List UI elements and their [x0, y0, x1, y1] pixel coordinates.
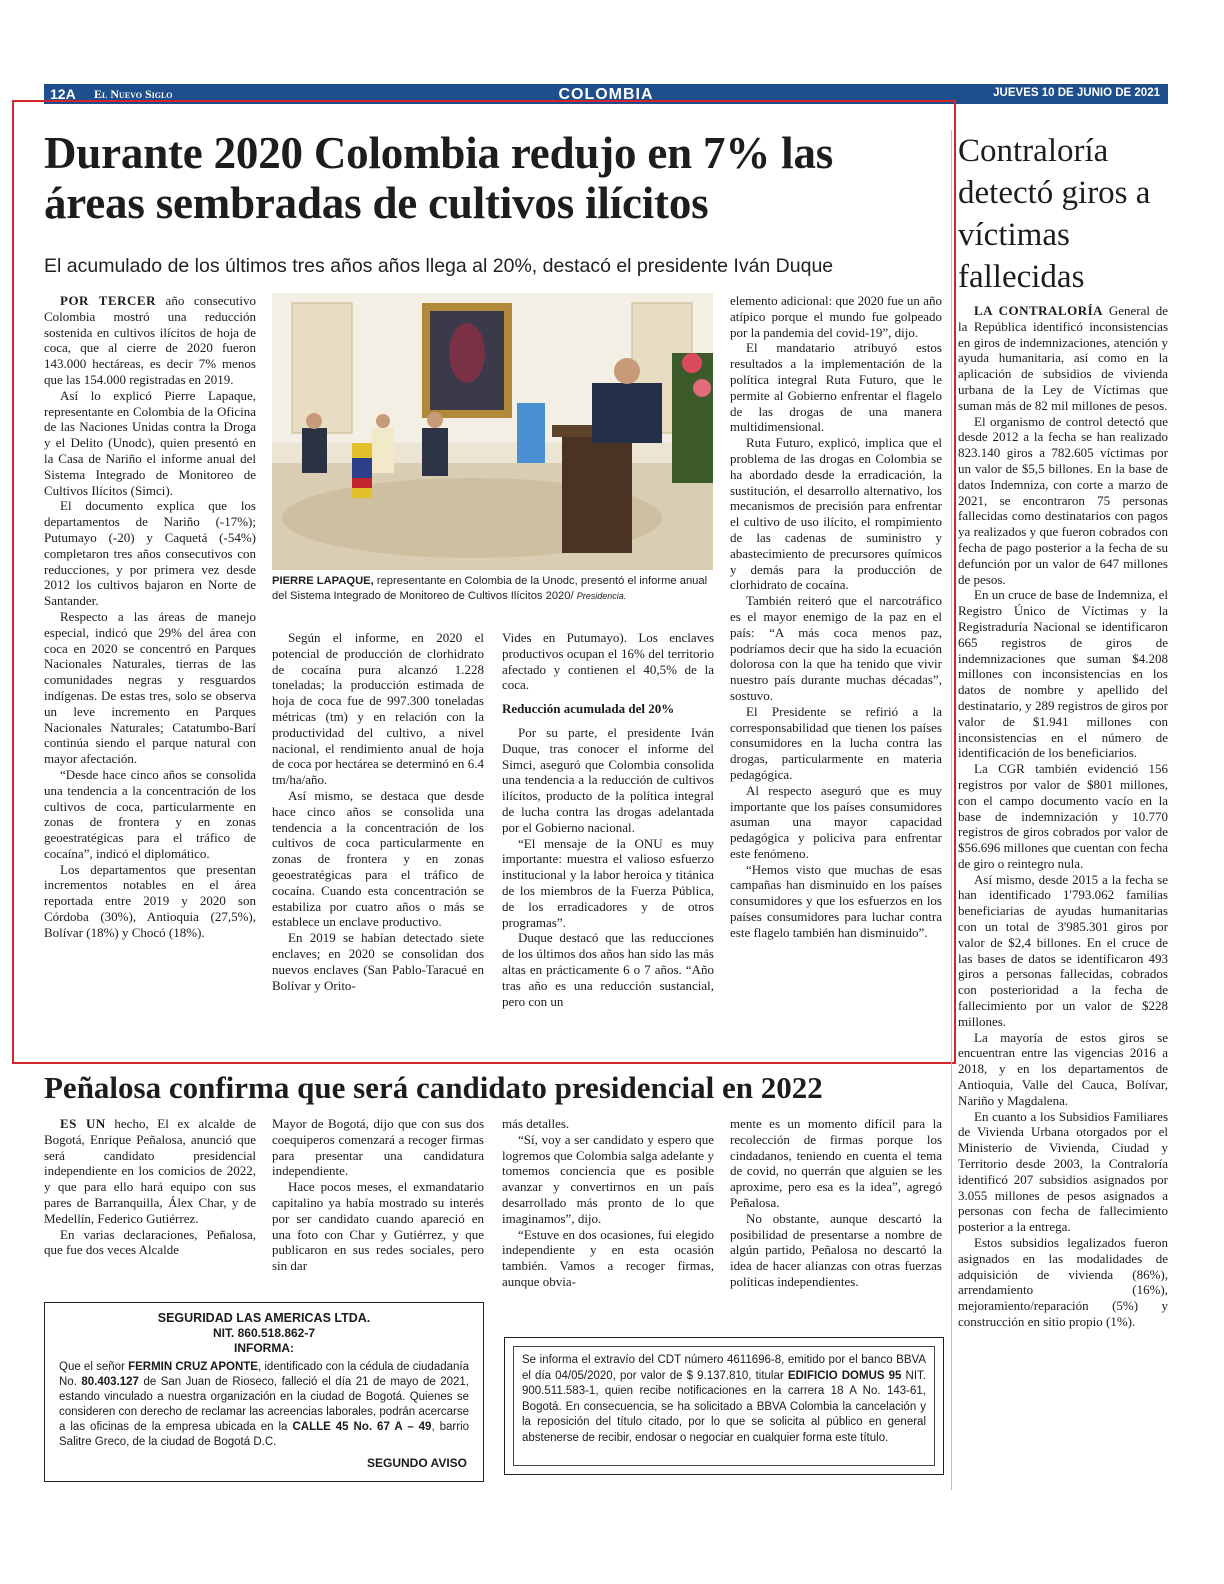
- main-subtitle: El acumulado de los últimos tres años años llega al 20%, destacó el presidente Iván Duque: [44, 255, 834, 277]
- article-paragraph: [502, 930, 714, 1009]
- legal-notice-seguridad: [44, 1302, 484, 1482]
- article-paragraph: [272, 930, 484, 993]
- article-paragraph: [44, 498, 256, 609]
- article-subhead: Reducción acumulada del 20%: [502, 701, 675, 717]
- article-paragraph: [44, 293, 256, 388]
- article-paragraph: [730, 340, 942, 435]
- paragraph-text: Así lo explicó Pierre Lapaque, representante en Colombia de la Oficina de las Naciones Unidas contra la Droga y el Delito (Unodc), quien presentó en la Casa de Nariño el informe anual del Sistema Integrado de Monitoreo de Cultivos Ilícitos (Simci).: [44, 387, 256, 498]
- article-paragraph: [730, 435, 942, 593]
- article-paragraph: [502, 630, 714, 693]
- lead-in: ES UN: [60, 1116, 106, 1131]
- article-paragraph: [502, 1132, 714, 1227]
- paragraph-text: Según el informe, en 2020 el potencial de producción de clorhidrato de cocaína pura alcanzó 1.228 toneladas; la producción estimada de hoja de coca fue de 997.300 toneladas métricas (tm) y en relación con la productividad del cultivo, a nivel nacional, el rendimiento anual de hoja de coca por hectárea se determinó en 6.4 tm/ha/año.: [272, 630, 484, 788]
- paragraph-text: “Desde hace cinco años se consolida una tendencia a la concentración de los cultivos de coca, particularmente en zonas de frontera y en zonas geoestratégicas para el tráfico de cocaína”, indicó el diplomático.: [44, 766, 256, 861]
- paragraph-text: “El mensaje de la ONU es muy importante: muestra el valioso esfuerzo institucional y la labor heroica y titánica de los miembros de la Fuerza Pública, de los erradicadores y de otros programas”.: [502, 835, 714, 930]
- paragraph-text: El documento explica que los departamentos de Nariño (-17%); Putumayo (-20) y Caquetá (-54%) completaron tres años consecutivos con reducciones, y por primera vez desde 2012 los cultivos bajaron en Norte de Santander.: [44, 498, 256, 609]
- photo-illustration: [272, 293, 713, 570]
- article-paragraph: [730, 862, 942, 941]
- article-paragraph: [502, 1227, 714, 1290]
- article-paragraph: [730, 293, 942, 340]
- notice-company: SEGURIDAD LAS AMERICAS LTDA.: [157, 1311, 371, 1325]
- article-paragraph: [272, 630, 484, 788]
- article-paragraph: [958, 872, 1168, 1030]
- article-paragraph: [44, 862, 256, 941]
- article-paragraph: [958, 1109, 1168, 1235]
- side-article-column: [958, 303, 1168, 1330]
- article-paragraph: [730, 1116, 942, 1211]
- paragraph-text: más detalles.: [502, 1116, 570, 1131]
- paragraph-text: Ruta Futuro, explicó, implica que el problema de las drogas en Colombia se ha abordado desde la erradicación, la sustitución, el desarrollo alternativo, los mecanismos de precisión para enfrentar el cultivo de uso ilícito, el rompimiento de las cadenas de suministro y abastecimiento de precursores químicos y demás para la producción de clorhidrato de cocaína.: [730, 435, 942, 593]
- paragraph-text: “Estuve en dos ocasiones, fui elegido independiente y en esta ocasión también. Vamos a recoger firmas, aunque obvia-: [502, 1226, 714, 1289]
- article-paragraph: [502, 836, 714, 931]
- notice-person-name: FERMIN CRUZ APONTE: [128, 1361, 258, 1373]
- article-paragraph: [730, 593, 942, 704]
- notice-informa: INFORMA:: [234, 1341, 294, 1355]
- paragraph-text: La CGR también evidenció 156 registros por valor de $801 millones, con el campo documento vacío en la base de indemnización y 10.770 registros de giros cobrados por valor de $56.696 millones que cuentan con fecha de giro o reintegro nula.: [958, 761, 1168, 871]
- article-paragraph: [44, 1116, 256, 1227]
- article-paragraph: [272, 1179, 484, 1274]
- caption-name: PIERRE LAPAQUE,: [272, 575, 374, 587]
- paragraph-text: Vides en Putumayo). Los enclaves productivos ocupan el 16% del territorio afectado y contienen el 40,5% de la coca.: [502, 630, 714, 693]
- paragraph-text: La mayoría de estos giros se encuentran entre las vigencias 2016 a 2018, y en los departamentos de Antioquia, Valle del Cauca, Bolívar, Nariño y Magdalena.: [958, 1029, 1168, 1108]
- photo-credit: Presidencia.: [576, 590, 627, 601]
- main-column-4: [730, 293, 942, 941]
- article-paragraph: [730, 783, 942, 862]
- notice-text: , identificado con la cédula de ciudadanía No.: [59, 1361, 469, 1388]
- paragraph-text: También reiteró que el narcotráfico es el mayor enemigo de la paz en el país: “A más coca menos paz, podríamos decir que ha sido la ecuación dolorosa con la que ha tenido que vivir nuestro país durante muchas décadas”, sostuvo.: [730, 593, 942, 703]
- article-paragraph: [958, 414, 1168, 588]
- second-column-3: [502, 1116, 714, 1290]
- paragraph-text: mente es un momento difícil para la recolección de firmas porque los cindadanos, teniendo en cuenta el tema de covid, no querrán que alguien se les aproxime, pero esa es la idea”, agregó Peñalosa.: [730, 1116, 942, 1210]
- lead-in: POR TERCER: [60, 293, 156, 308]
- paragraph-text: En 2019 se habían detectado siete enclaves; en 2020 se consolidan dos nuevos enclaves (San Pablo-Taracué en Bolívar y Orito-: [272, 930, 484, 993]
- issue-date: JUEVES 10 DE JUNIO DE 2021: [993, 87, 1160, 99]
- notice-text: , barrio Salitre Greco, de la ciudad de Bogotá D.C.: [59, 1421, 470, 1448]
- publication-name: El Nuevo Siglo: [94, 87, 173, 101]
- paragraph-text: En varias declaraciones, Peñalosa, que fue dos veces Alcalde: [44, 1226, 256, 1258]
- legal-notice-cdt: [504, 1337, 944, 1475]
- paragraph-text: General de la República identificó inconsistencias en giros de indemnizaciones, atención y ayuda humanitaria, así como en la aplicación de subsidios de vivienda urbana de la Ley de Víctimas que suman más de 82 mil millones de pesos.: [958, 303, 1168, 413]
- paragraph-text: año consecutivo Colombia mostró una reducción sostenida en cultivos ilícitos de hoja de coca, que al cierre de 2020 fueron 143.000 hectáreas, es decir 7% menos que las 154.000 registradas en 2019.: [44, 293, 256, 387]
- article-photo[interactable]: [272, 293, 713, 570]
- paragraph-text: Así mismo, desde 2015 a la fecha se han identificado 1'793.062 familias beneficiarias de ayudas humanitarias con un total de 3'985.301 giros por valor de $2,4 billones. En el cruce de las bases de datos se identificaron 493 giros a personas fallecidas, cobrados con posterioridad a la fecha de fallecimiento por un valor de $228 millones.: [958, 871, 1168, 1029]
- article-paragraph: [958, 303, 1168, 414]
- main-column-2: [272, 630, 484, 993]
- main-column-1: [44, 293, 256, 941]
- paragraph-text: No obstante, aunque descartó la posibilidad de presentarse a nombre de algún partido, Peñalosa no descartó la idea de hacer alianzas con otras fuerzas políticas independientes.: [730, 1210, 942, 1289]
- main-column-3: [502, 630, 714, 1009]
- article-paragraph: [272, 788, 484, 930]
- notice-text: Se informa el extravío del CDT número 4611696-8, emitido por el banco BBVA el día 04/05/2020, por valor de $ 9.137.810, titular: [522, 1354, 926, 1382]
- page-number: 12A: [50, 86, 76, 102]
- paragraph-text: hecho, El ex alcalde de Bogotá, Enrique Peñalosa, anunció que será candidato presidencial independiente en los comicios de 2022, y que para ello hará equipo con sus pares de Barranquilla, Álex Char, y de Medellín, Federico Gutiérrez.: [44, 1116, 257, 1226]
- paragraph-text: El organismo de control detectó que desde 2012 a la fecha se han realizado 823.140 giros a 782.605 víctimas por un valor de $5,5 billones. En la base de datos Indemniza, con corte a marzo de 2021, se encontraron 75 personas fallecidas como destinatarios con pagos ya realizados y que fueron cobrados con fecha de pago posterior a la fecha de su defunción por un valor de 647 millones de pesos.: [958, 413, 1168, 587]
- article-paragraph: [958, 761, 1168, 872]
- paragraph-text: “Hemos visto que muchas de esas campañas han disminuido en los países consumidores y que los esfuerzos en los países consumidores para luchar contra este flagelo también han disminuido”.: [730, 861, 942, 940]
- article-paragraph: [958, 1030, 1168, 1109]
- notice-address: CALLE 45 No. 67 A – 49: [292, 1421, 432, 1433]
- paragraph-text: Mayor de Bogotá, dijo que con sus dos coequiperos comenzará a recoger firmas para presentar una candidatura independiente.: [272, 1116, 484, 1179]
- side-headline[interactable]: Contraloría detectó giros a víctimas fallecidas: [958, 133, 1151, 295]
- paragraph-text: Hace pocos meses, el exmandatario capitalino ya había mostrado su interés por ser candidato cuando apareció en una foto con Char y Gutiérrez, y que publicaron en sus redes sociales, pero sin dar: [272, 1179, 484, 1274]
- main-headline[interactable]: Durante 2020 Colombia redujo en 7% las áreas sembradas de cultivos ilícitos: [44, 128, 834, 228]
- paragraph-text: Estos subsidios legalizados fueron asignados en las modalidades de adquisición de vivienda (86%), arrendamiento (16%), mejoramiento/reparación (5%) y construcción en sitio propio (1%).: [958, 1235, 1168, 1329]
- paragraph-text: Duque destacó que las reducciones de los últimos dos años han sido las más altas en prácticamente 6 o 7 años. “Año tras año es una reducción sustancial, pero con un: [502, 930, 714, 1009]
- article-paragraph: [44, 388, 256, 499]
- paragraph-text: Respecto a las áreas de manejo especial, indicó que 29% del área con coca en 2020 se concentró en Parques Nacionales Naturales, tierras de las comunidades negras y resguardos indígenas. De estas tres, solo se observa un leve incremento en Parques Nacionales Naturales; Catatumbo-Barí continúa siendo el parque natural con mayor afectación.: [44, 608, 256, 767]
- second-column-4: [730, 1116, 942, 1290]
- notice-holder: EDIFICIO DOMUS 95: [787, 1369, 902, 1382]
- article-paragraph: [272, 1116, 484, 1179]
- lead-in: LA CONTRALORÍA: [974, 303, 1104, 318]
- article-paragraph: [730, 704, 942, 783]
- paragraph-text: Los departamentos que presentan incrementos notables en el área reportada entre 2019 y 2020 son Córdoba (30%), Antioquia (27,5%), Bolívar (18%) y Chocó (18%).: [44, 861, 256, 940]
- photo-caption: [272, 574, 712, 603]
- article-paragraph: [502, 725, 714, 836]
- paragraph-text: En un cruce de base de Indemniza, el Registro Único de Víctimas y la Registraduría Nacional se identificaron 665 registros de giros de indemnizaciones que suman $4.208 millones con inconsistencias en los datos de nombre y apellido del destinatario, y 289 registros de giros por valor de $1.941 millones con inconsistencias en el número de identificación de los beneficiarios.: [958, 587, 1168, 761]
- article-paragraph: [44, 767, 256, 862]
- notice-body: [513, 1346, 935, 1466]
- notice-text: Que el señor: [59, 1361, 129, 1373]
- notice-body: [59, 1360, 469, 1450]
- article-paragraph: [958, 1235, 1168, 1330]
- paragraph-text: “Sí, voy a ser candidato y espero que logremos que Colombia salga adelante y tomemos conciencia que es posible avanzar y convertirnos en un país desarrollado más pronto de lo que imaginamos”, dijo.: [502, 1131, 714, 1226]
- notice-text: de San Juan de Rioseco, falleció el día 21 de mayo de 2021, estando vinculado a nuestra organización en la ciudad de Bogotá. Quienes se consideren con derecho de reclamar las acreencias laborales, podrán acercarse a las oficinas de la empresa ubicada en la: [59, 1376, 469, 1433]
- article-paragraph: [730, 1211, 942, 1290]
- notice-nit: NIT. 860.518.862-7: [212, 1326, 316, 1340]
- second-column-2: [272, 1116, 484, 1274]
- article-paragraph: [958, 587, 1168, 761]
- second-column-1: [44, 1116, 256, 1258]
- caption-text: representante en Colombia de la Unodc, presentó el informe anual del Sistema Integrado de Monitoreo de Cultivos Ilícitos 2020/: [272, 575, 708, 602]
- paragraph-text: El mandatario atribuyó estos resultados a la implementación de la política integral Ruta Futuro, que le permite al Gobierno enfrentar el flagelo de las drogas de una manera multidimensional.: [730, 340, 942, 435]
- paragraph-text: El Presidente se refirió a la corresponsabilidad que tienen los países consumidores en la lucha contra las drogas, particularmente en materia pedagógica.: [730, 703, 942, 782]
- article-paragraph: [44, 1227, 256, 1259]
- second-headline[interactable]: Peñalosa confirma que será candidato presidencial en 2022: [44, 1070, 823, 1105]
- column-divider: [951, 130, 952, 1490]
- paragraph-text: Así mismo, se destaca que desde hace cinco años se consolida una tendencia a la concentración de los cultivos de coca particularmente en zonas de frontera y en zonas geoestratégicas para el tráfico de cocaína. Cuando esta concentración se estabiliza por cuatro años o más se establece un enclave productivo.: [272, 787, 484, 930]
- notice-text: NIT. 900.511.583-1, quien recibe notificaciones en la carrera 18 A No. 143-61, Bogotá. En consecuencia, se ha solicitado a BBVA Colombia la cancelación y la reposición del título citado, por lo que se solicita al público en general abstenerse de recibir, endosar o negociar en cualquier forma este título.: [522, 1369, 926, 1444]
- notice-signature: SEGUNDO AVISO: [366, 1456, 467, 1470]
- article-paragraph: [502, 1116, 714, 1132]
- paragraph-text: En cuanto a los Subsidios Familiares de Vivienda Urbana otorgados por el Ministerio de Vivienda, Ciudad y Territorio desde 2003, la Contraloría identificó 207 subsidios asignados por 3.055 millones de pesos asignados a personas con fecha de fallecimiento posterior a la entrega.: [958, 1108, 1168, 1235]
- section-name: COLOMBIA: [558, 86, 654, 103]
- paragraph-text: Por su parte, el presidente Iván Duque, tras conocer el informe del Simci, aseguró que Colombia consolida una tendencia a la reducción de cultivos ilícitos, producto de la política integral de lucha contra las drogas adelantada por el Gobierno nacional.: [502, 724, 714, 835]
- paragraph-text: Al respecto aseguró que es muy importante que los países consumidores asuman una mayor capacidad pedagógica y policiva para enfrentar este fenómeno.: [730, 782, 942, 861]
- notice-id-number: 80.403.127: [81, 1376, 139, 1388]
- paragraph-text: elemento adicional: que 2020 fue un año atípico porque el mundo fue golpeado por la pandemia del covid-19”, dijo.: [730, 293, 942, 340]
- article-paragraph: [44, 609, 256, 767]
- page-header-bar: [44, 84, 1168, 104]
